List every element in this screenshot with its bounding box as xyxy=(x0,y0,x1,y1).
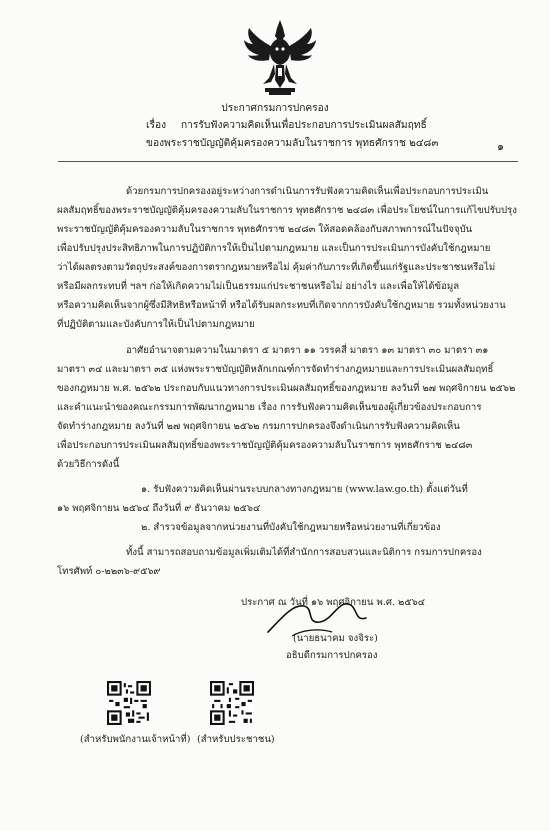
paragraph-2-line: อาศัยอำนาจตามความในมาตรา ๕ มาตรา ๑๑ วรรคสี่ มาตรา ๑๓ มาตรา ๓๐ มาตรา ๓๑ xyxy=(126,345,489,356)
paragraph-1-line: หรือความคิดเห็นจากผู้ซึ่งมีสิทธิหรือหน้าที่ หรือได้รับผลกระทบที่เกิดจากการบังคับใช้กฎหมาย รวมทั้งหน่วยงาน xyxy=(57,300,506,311)
paragraph-2-line: เพื่อประกอบการประเมินผลสัมฤทธิ์ของพระราชบัญญัติคุ้มครองความลับในราชการ พุทธศักราช ๒๔๘๓ xyxy=(57,440,473,451)
phone-number: โทรศัพท์ ๐-๒๒๓๖-๙๕๖๙ xyxy=(57,566,161,577)
subject-title: การรับฟังความคิดเห็นเพื่อประกอบการประเมินผลสัมฤทธิ์ xyxy=(181,120,427,131)
subject-label: เรื่อง xyxy=(146,120,167,131)
paragraph-2-line: ด้วยวิธีการดังนี้ xyxy=(57,459,120,470)
paragraph-2-line: และคำแนะนำของคณะกรรมการพัฒนากฎหมาย เรื่อง การรับฟังความคิดเห็นของผู้เกี่ยวข้องประกอบการ xyxy=(57,402,482,413)
paragraph-1-line: ว่าได้ผลตรงตามวัตถุประสงค์ของการตรากฎหมายหรือไม่ คุ้มค่ากับภาระที่เกิดขึ้นแก่รัฐและประชาชนหรือไม่ xyxy=(57,262,496,273)
qr-code-staff xyxy=(107,681,151,725)
paragraph-1-line: ผลสัมฤทธิ์ของพระราชบัญญัติคุ้มครองความลับในราชการ พุทธศักราช ๒๔๘๓ เพื่อประโยชน์ในการแก้ไขปรับปรุง xyxy=(57,205,517,216)
announcement-date: ประกาศ ณ วันที่ ๑๖ พฤศจิกายน พ.ศ. ๒๕๖๔ xyxy=(241,597,425,608)
qr-caption-staff: (สำหรับพนักงานเจ้าหน้าที่) xyxy=(80,734,191,745)
paragraph-1-line: หรือมีผลกระทบที่ ฯลฯ ก่อให้เกิดความไม่เป็นธรรมแก่ประชาชนหรือไม่ อย่างไร และเพื่อให้ได้ข้อมูล xyxy=(57,281,460,292)
paragraph-2-line: จัดทำร่างกฎหมาย ลงวันที่ ๒๗ พฤศจิกายน ๒๕๖๒ กรมการปกครองจึงดำเนินการรับฟังความคิดเห็น xyxy=(57,421,460,432)
paragraph-2-line: มาตรา ๓๔ และมาตรา ๓๕ แห่งพระราชบัญญัติหลักเกณฑ์การจัดทำร่างกฎหมายและการประเมินผลสัมฤทธิ์ xyxy=(57,364,494,375)
corner-mark: ๑ xyxy=(497,140,504,153)
paragraph-1-line: ด้วยกรมการปกครองอยู่ระหว่างการดำเนินการรับฟังความคิดเห็นเพื่อประกอบการประเมิน xyxy=(126,186,489,197)
announcement-org: ประกาศกรมการปกครอง xyxy=(221,103,329,114)
contact-text: ทั้งนี้ สามารถสอบถามข้อมูลเพิ่มเติมได้ที่สำนักการสอบสวนและนิติการ กรมการปกครอง xyxy=(126,547,482,558)
header-divider xyxy=(58,161,518,162)
qr-code-public xyxy=(210,681,254,725)
qr-caption-public: (สำหรับประชาชน) xyxy=(197,734,275,745)
method-item-1-continued: ๑๖ พฤศจิกายน ๒๕๖๔ ถึงวันที่ ๙ ธันวาคม ๒๕๖๔ xyxy=(57,503,261,514)
paragraph-1-line: ที่ปฏิบัติตามและบังคับการให้เป็นไปตามกฎหมาย xyxy=(57,319,255,330)
subject-title-line2: ของพระราชบัญญัติคุ้มครองความลับในราชการ พุทธศักราช ๒๔๘๓ xyxy=(146,138,439,149)
paragraph-2-line: ของกฎหมาย พ.ศ. ๒๕๖๒ ประกอบกับแนวทางการประเมินผลสัมฤทธิ์ของกฎหมาย ลงวันที่ ๒๗ พฤศจิกายน ๒๕๖๒ xyxy=(57,383,516,394)
signatory-title: อธิบดีกรมการปกครอง xyxy=(286,650,378,661)
paragraph-1-line: เพื่อปรับปรุงประสิทธิภาพในการปฏิบัติการให้เป็นไปตามกฎหมาย และเป็นการประเมินการบังคับใช้กฎหมาย xyxy=(57,243,491,254)
garuda-emblem xyxy=(241,18,319,98)
signatory-name: (นายธนาคม จงจิระ) xyxy=(293,633,378,644)
paragraph-1-line: พระราชบัญญัติคุ้มครองความลับในราชการ พุทธศักราช ๒๔๘๓ ให้สอดคล้องกับสภาพการณ์ในปัจจุบัน xyxy=(57,224,473,235)
method-item-1: ๑. รับฟังความคิดเห็นผ่านระบบกลางทางกฎหมาย (www.law.go.th) ตั้งแต่วันที่ xyxy=(141,484,468,495)
method-item-2: ๒. สำรวจข้อมูลจากหน่วยงานที่บังคับใช้กฎหมายหรือหน่วยงานที่เกี่ยวข้อง xyxy=(141,522,441,533)
